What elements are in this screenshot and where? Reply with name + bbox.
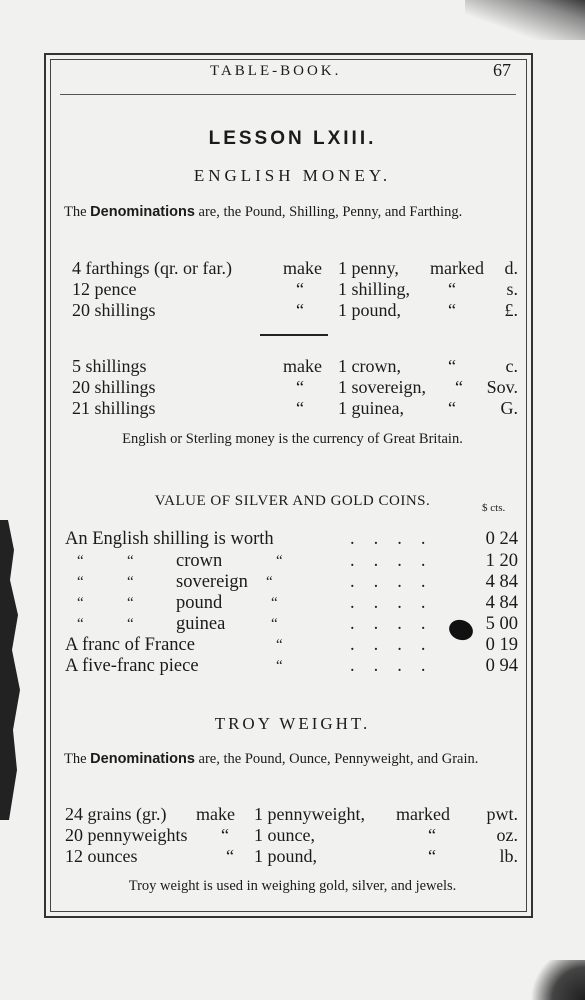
- row-symbol: oz.: [496, 825, 518, 845]
- row-quantity: 20 shillings: [72, 377, 156, 397]
- intro-prefix: The: [64, 204, 87, 220]
- leader-dots: ....: [350, 551, 445, 571]
- coin-name: pound: [176, 593, 223, 613]
- table-row: [0, 376, 585, 398]
- ditto-mark: “: [276, 658, 283, 674]
- ditto-mark: “: [77, 616, 84, 632]
- coin-label: An English shilling is worth: [65, 529, 274, 549]
- coins-heading: VALUE OF SILVER AND GOLD COINS.: [154, 493, 431, 509]
- row-equivalent: 1 ounce,: [254, 825, 315, 845]
- ditto-mark: “: [127, 553, 134, 569]
- intro-prefix: The: [64, 751, 87, 767]
- ditto-mark: “: [77, 574, 84, 590]
- english-money-heading: ENGLISH MONEY.: [193, 166, 392, 185]
- coin-name: guinea: [176, 614, 226, 634]
- row-make: “: [226, 846, 234, 866]
- page-shadow-bottom-right: [525, 960, 585, 1000]
- row-quantity: 4 farthings (qr. or far.): [72, 258, 232, 278]
- english-money-intro: [64, 201, 516, 223]
- intro-rest: are, the Pound, Ounce, Pennyweight, and Grain.: [198, 751, 479, 767]
- coin-name: sovereign: [176, 572, 248, 592]
- row-equivalent: 1 pound,: [338, 300, 401, 320]
- table-row: [0, 257, 585, 279]
- ditto-mark: “: [77, 595, 84, 611]
- table-row: [0, 635, 585, 656]
- table-row: [0, 397, 585, 419]
- leader-dots: ....: [350, 572, 445, 592]
- running-head: TABLE-BOOK.: [210, 63, 342, 79]
- row-make: “: [221, 825, 229, 845]
- table-row: [0, 614, 585, 635]
- row-equivalent: 1 shilling,: [338, 279, 411, 299]
- row-equivalent: 1 pound,: [254, 846, 317, 866]
- row-make: make: [196, 804, 235, 824]
- table-row: [0, 551, 585, 572]
- row-symbol: £.: [504, 300, 518, 320]
- leader-dots: ....: [350, 635, 445, 655]
- table-row: [0, 593, 585, 614]
- table-row: [0, 656, 585, 677]
- leader-dots: ....: [350, 614, 445, 634]
- row-make: make: [283, 258, 322, 278]
- english-money-note: English or Sterling money is the currency of Great Britain.: [122, 431, 463, 447]
- row-equivalent: 1 crown,: [338, 356, 401, 376]
- coin-value: 0 19: [485, 635, 518, 655]
- table-row: [0, 529, 585, 550]
- row-quantity: 20 pennyweights: [65, 825, 188, 845]
- dollars-cents-column-head: $ cts.: [482, 502, 506, 514]
- row-marked: marked: [430, 258, 484, 278]
- coin-value: 1 20: [485, 551, 518, 571]
- row-marked: “: [428, 825, 436, 845]
- row-make: “: [296, 300, 304, 320]
- row-symbol: c.: [505, 356, 518, 376]
- row-equivalent: 1 penny,: [338, 258, 399, 278]
- row-symbol: s.: [506, 279, 518, 299]
- table-row: [0, 824, 585, 846]
- row-quantity: 5 shillings: [72, 356, 147, 376]
- table-row: [0, 845, 585, 867]
- row-make: make: [283, 356, 322, 376]
- row-quantity: 24 grains (gr.): [65, 804, 167, 824]
- table-row: [0, 572, 585, 593]
- row-marked: “: [448, 300, 456, 320]
- intro-bold-term: Denominations: [90, 204, 195, 220]
- intro-bold-term: Denominations: [90, 751, 195, 767]
- ditto-mark: “: [127, 574, 134, 590]
- ditto-mark: “: [271, 595, 278, 611]
- table-row: [0, 355, 585, 377]
- row-quantity: 21 shillings: [72, 398, 156, 418]
- row-marked: “: [455, 377, 463, 397]
- coin-value: 4 84: [485, 593, 518, 613]
- row-equivalent: 1 pennyweight,: [254, 804, 365, 824]
- coin-value: 0 94: [485, 656, 518, 676]
- ditto-mark: “: [276, 637, 283, 653]
- row-marked: “: [428, 846, 436, 866]
- coin-label: A five-franc piece: [65, 656, 199, 676]
- intro-rest: are, the Pound, Shilling, Penny, and Farthing.: [198, 204, 463, 220]
- troy-weight-heading: TROY WEIGHT.: [214, 714, 371, 733]
- table-row: [0, 803, 585, 825]
- row-quantity: 12 pence: [72, 279, 137, 299]
- table-row: [0, 278, 585, 300]
- page-border-inner: [50, 59, 527, 912]
- leader-dots: ....: [350, 529, 445, 549]
- header-rule: [60, 94, 516, 95]
- table-row: [0, 299, 585, 321]
- coin-value: 5 00: [485, 614, 518, 634]
- troy-weight-note: Troy weight is used in weighing gold, silver, and jewels.: [128, 878, 457, 894]
- ditto-mark: “: [266, 574, 273, 590]
- row-symbol: pwt.: [486, 804, 518, 824]
- row-equivalent: 1 guinea,: [338, 398, 404, 418]
- row-marked: “: [448, 398, 456, 418]
- coin-value: 4 84: [485, 572, 518, 592]
- row-symbol: d.: [504, 258, 518, 278]
- lesson-title: LESSON LXIII.: [208, 128, 377, 149]
- leader-dots: ....: [350, 593, 445, 613]
- row-symbol: lb.: [499, 846, 518, 866]
- coin-value: 0 24: [485, 529, 518, 549]
- row-symbol: G.: [500, 398, 518, 418]
- coin-label: A franc of France: [65, 635, 195, 655]
- ditto-mark: “: [127, 616, 134, 632]
- ditto-mark: “: [276, 553, 283, 569]
- row-make: “: [296, 377, 304, 397]
- row-marked: marked: [396, 804, 450, 824]
- row-quantity: 12 ounces: [65, 846, 138, 866]
- ditto-mark: “: [271, 616, 278, 632]
- page-shadow-top-right: [465, 0, 585, 40]
- ditto-mark: “: [77, 553, 84, 569]
- coin-name: crown: [176, 551, 223, 571]
- row-marked: “: [448, 356, 456, 376]
- row-quantity: 20 shillings: [72, 300, 156, 320]
- page-number: 67: [493, 60, 511, 80]
- troy-weight-intro: [64, 748, 516, 770]
- row-equivalent: 1 sovereign,: [338, 377, 426, 397]
- row-make: “: [296, 398, 304, 418]
- ditto-mark: “: [127, 595, 134, 611]
- section-divider: [260, 334, 328, 336]
- row-symbol: Sov.: [486, 377, 518, 397]
- row-marked: “: [448, 279, 456, 299]
- row-make: “: [296, 279, 304, 299]
- leader-dots: ....: [350, 656, 445, 676]
